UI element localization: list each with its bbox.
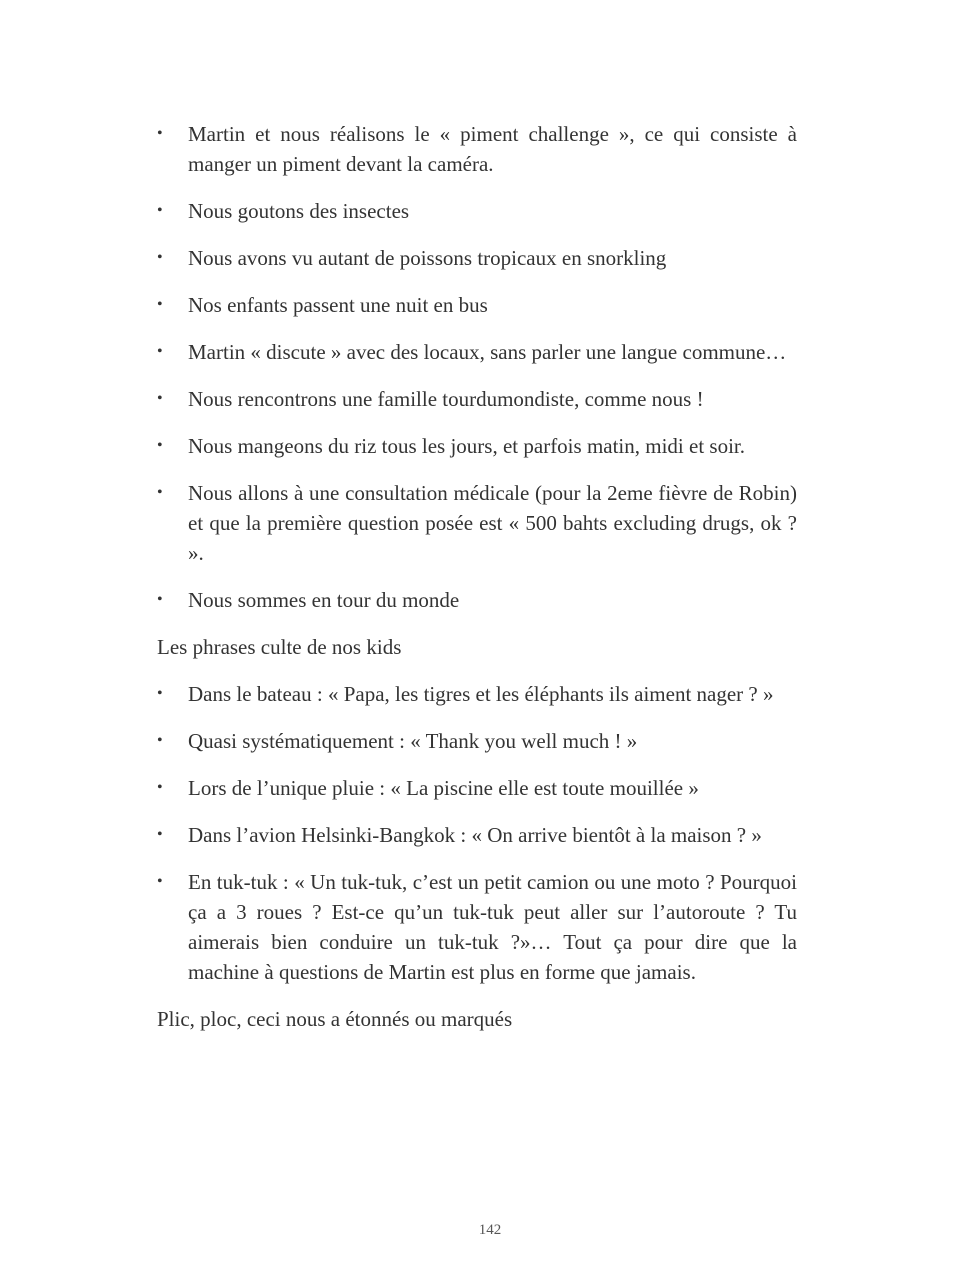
bullet-icon: • xyxy=(157,826,163,843)
list-item-text: En tuk-tuk : « Un tuk-tuk, c’est un petit camion ou une moto ? Pourquoi ça a 3 roues ? Est-ce qu’un tuk-tuk peut aller sur l’autoroute ? Tu aimerais bien conduire un tuk-tuk ?»… Tout ça pour dire que la machine à questions de Martin est plus en forme que jamais. xyxy=(188,870,797,984)
bullet-icon: • xyxy=(157,779,163,796)
bullet-icon: • xyxy=(157,437,163,454)
list-item-text: Nous rencontrons une famille tourdumondiste, comme nous ! xyxy=(188,387,704,411)
list-item-text: Nous mangeons du riz tous les jours, et parfois matin, midi et soir. xyxy=(188,434,746,458)
bullet-icon: • xyxy=(157,125,163,142)
list-item xyxy=(157,585,797,615)
list-item xyxy=(157,290,797,320)
list-item xyxy=(157,196,797,226)
bullet-icon: • xyxy=(157,484,163,501)
bullet-icon: • xyxy=(157,685,163,702)
bullet-icon: • xyxy=(157,873,163,890)
list-item-text: Nos enfants passent une nuit en bus xyxy=(188,293,488,317)
list-item xyxy=(157,384,797,414)
list-item xyxy=(157,773,797,803)
section-heading-kids-phrases: Les phrases culte de nos kids xyxy=(157,635,402,659)
list-item xyxy=(157,726,797,756)
list-item-text: Lors de l’unique pluie : « La piscine elle est toute mouillée » xyxy=(188,776,699,800)
list-item-text: Dans l’avion Helsinki-Bangkok : « On arrive bientôt à la maison ? » xyxy=(188,823,762,847)
list-item xyxy=(157,679,797,709)
bullet-icon: • xyxy=(157,591,163,608)
list-item-text: Nous allons à une consultation médicale (pour la 2eme fièvre de Robin) et que la première question posée est « 500 bahts excluding drugs, ok ? ». xyxy=(188,481,797,565)
list-item-text: Nous goutons des insectes xyxy=(188,199,410,223)
list-item-text: Nous avons vu autant de poissons tropicaux en snorkling xyxy=(188,246,667,270)
list-item-text: Martin « discute » avec des locaux, sans parler une langue commune… xyxy=(188,340,787,364)
list-item xyxy=(157,119,797,179)
list-item xyxy=(157,337,797,367)
bullet-icon: • xyxy=(157,249,163,266)
bullet-icon: • xyxy=(157,202,163,219)
bullet-icon: • xyxy=(157,390,163,407)
bullet-icon: • xyxy=(157,343,163,360)
list-item-text: Dans le bateau : « Papa, les tigres et les éléphants ils aiment nager ? » xyxy=(188,682,774,706)
list-item xyxy=(157,478,797,568)
list-item-text: Martin et nous réalisons le « piment challenge », ce qui consiste à manger un piment devant la caméra. xyxy=(188,122,797,176)
bullet-icon: • xyxy=(157,732,163,749)
list-item-text: Nous sommes en tour du monde xyxy=(188,588,460,612)
bullet-icon: • xyxy=(157,296,163,313)
list-item xyxy=(157,431,797,461)
list-item xyxy=(157,867,797,987)
list-item xyxy=(157,243,797,273)
list-item-text: Quasi systématiquement : « Thank you well much ! » xyxy=(188,729,638,753)
section-heading-surprises: Plic, ploc, ceci nous a étonnés ou marqués xyxy=(157,1007,513,1031)
page-content xyxy=(157,119,797,1051)
page-number: 142 xyxy=(478,1222,502,1238)
list-item xyxy=(157,820,797,850)
